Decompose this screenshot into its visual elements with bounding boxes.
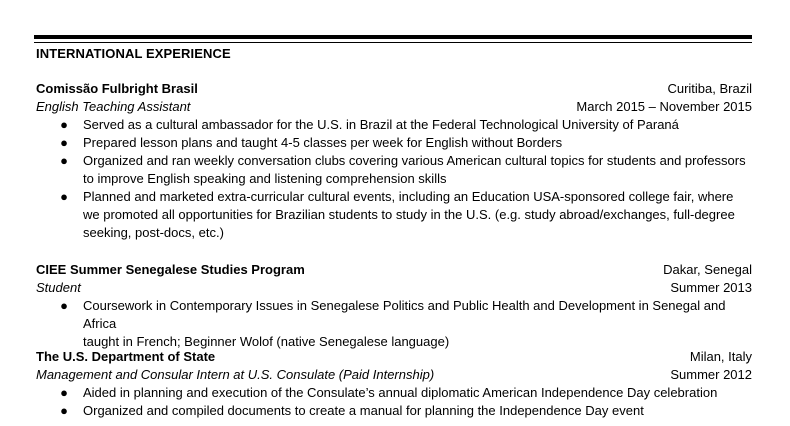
bullet-icon: ● [60, 403, 68, 418]
entry-header [36, 261, 752, 279]
bullet-icon: ● [60, 298, 68, 313]
section-title: INTERNATIONAL EXPERIENCE [36, 46, 231, 61]
role-title: English Teaching Assistant [36, 99, 191, 114]
bullet-item: ● Organized and ran weekly conversation clubs covering various American cultural topics for students and professors to improve English speaking and listening comprehension skills [60, 153, 746, 186]
location: Milan, Italy [689, 349, 752, 364]
section-rule-thick [34, 35, 752, 39]
bullet-item: ● Organized and compiled documents to create a manual for planning the Independence Day event [60, 403, 644, 418]
location: Curitiba, Brazil [667, 81, 752, 96]
bullet-list [36, 297, 752, 351]
date-range: Summer 2013 [670, 280, 752, 295]
bullet-item: ● Prepared lesson plans and taught 4-5 classes per week for English without Borders [60, 135, 563, 150]
bullet-icon: ● [60, 385, 68, 400]
bullet-icon: ● [60, 135, 68, 150]
bullet-item: ● Aided in planning and execution of the Consulate’s annual diplomatic American Independence Day celebration [60, 385, 718, 400]
bullet-icon: ● [60, 117, 68, 132]
bullet-list [36, 384, 752, 420]
role-title: Management and Consular Intern at U.S. Consulate (Paid Internship) [36, 367, 435, 382]
bullet-icon: ● [60, 189, 68, 204]
bullet-icon: ● [60, 153, 68, 168]
experience-entry-fulbright [36, 80, 752, 242]
bullet-list [36, 116, 752, 242]
organization-name: CIEE Summer Senegalese Studies Program [36, 262, 305, 277]
organization-name: The U.S. Department of State [36, 349, 216, 364]
location: Dakar, Senegal [663, 262, 752, 277]
bullet-item: ● Coursework in Contemporary Issues in Senegalese Politics and Public Health and Development in Senegal and Africa taught in French; Beginner Wolof (native Senegalese language) [60, 298, 726, 349]
entry-header [36, 80, 752, 98]
bullet-item: ● Served as a cultural ambassador for the U.S. in Brazil at the Federal Technological University of Paraná [60, 117, 679, 132]
date-range: Summer 2012 [670, 367, 752, 382]
entry-subheader [36, 279, 752, 297]
entry-subheader [36, 98, 752, 116]
organization-name: Comissão Fulbright Brasil [36, 81, 198, 96]
entry-subheader [36, 366, 752, 384]
role-title: Student [36, 280, 81, 295]
date-range: March 2015 – November 2015 [576, 99, 752, 114]
experience-entry-ciee [36, 261, 752, 351]
experience-entry-state-department [36, 348, 752, 420]
bullet-item: ● Planned and marketed extra-curricular cultural events, including an Education USA-sponsored college fair, where we promoted all opportunities for Brazilian students to study in the U.S. (e.g. study abroad/exchanges, full-degree seeking, post-docs, etc.) [60, 189, 735, 240]
entry-header [36, 348, 752, 366]
section-rule-thin [34, 42, 752, 43]
